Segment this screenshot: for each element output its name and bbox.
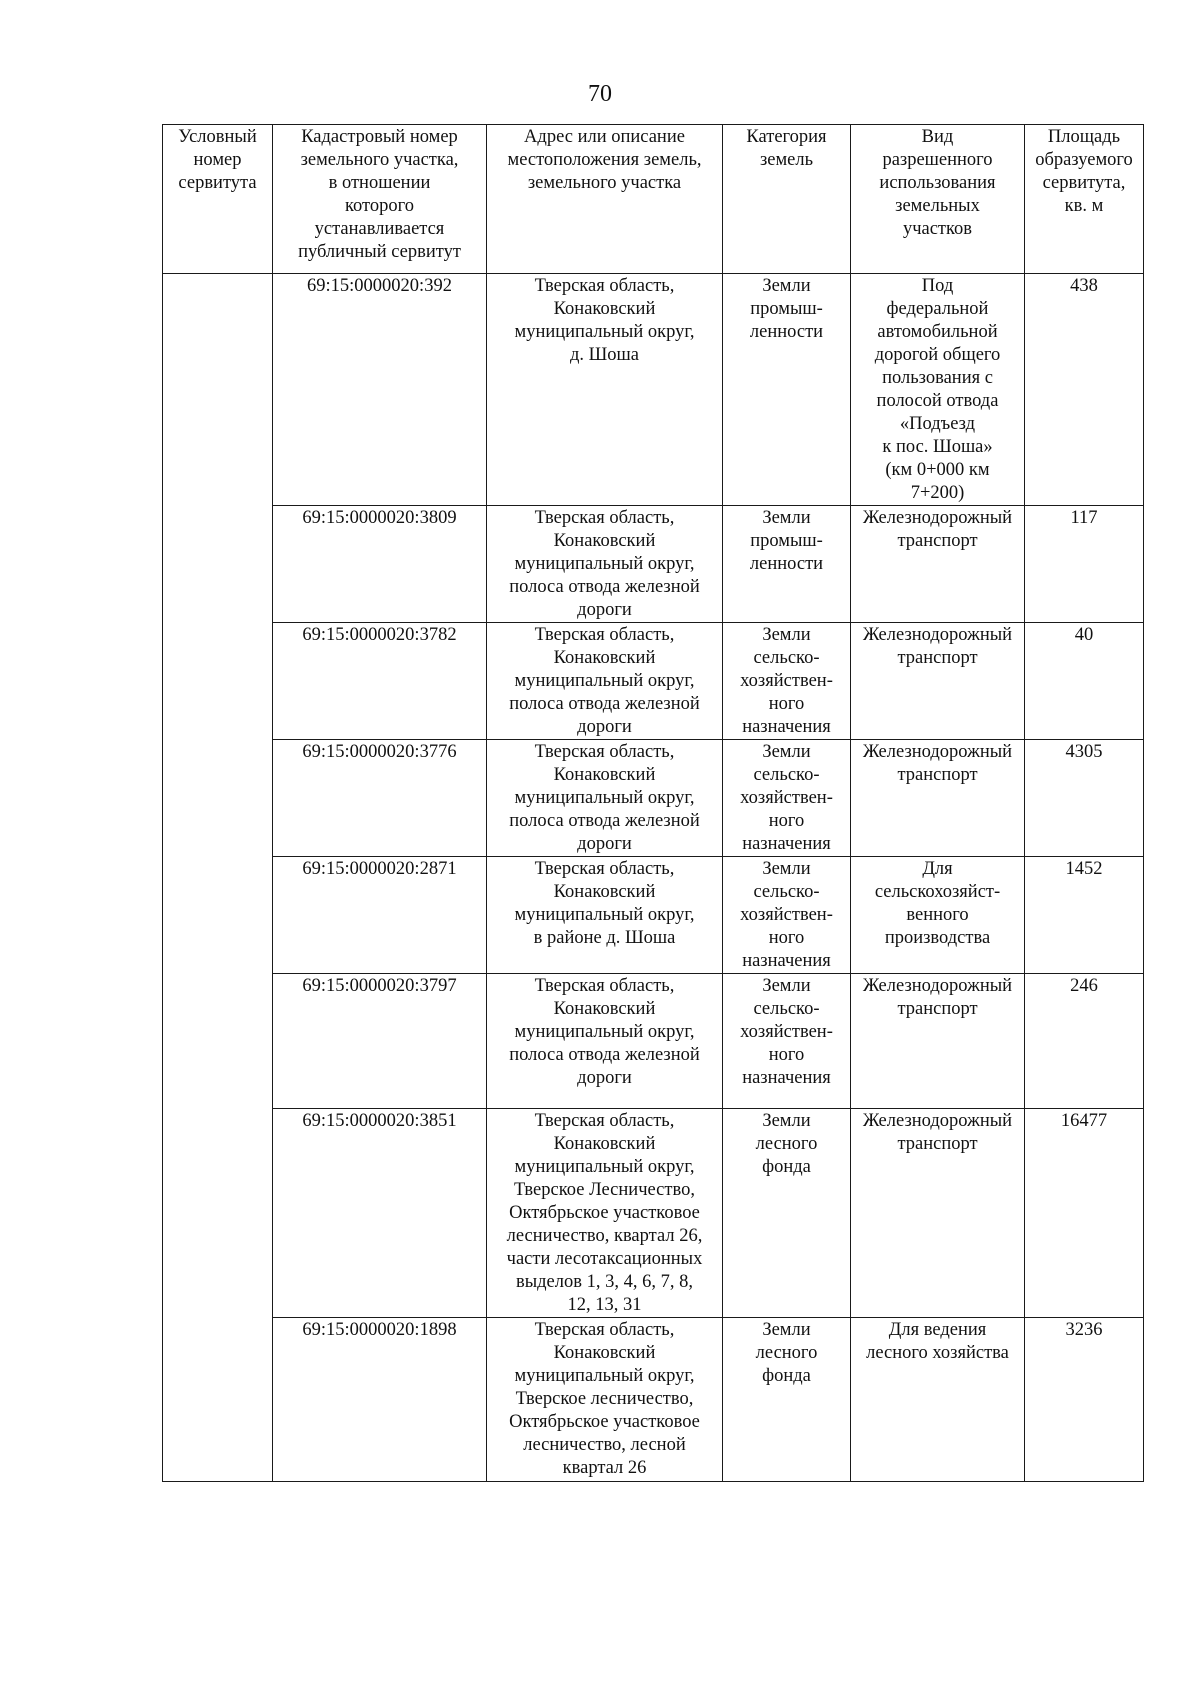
- header-conditional-number: Условный номер сервитута: [163, 125, 273, 274]
- address-cell: Тверская область, Конаковский муниципальный округ, Тверское лесничество, Октябрьское участковое лесничество, лесной квартал 26: [487, 1318, 723, 1482]
- cadastral-number-cell: 69:15:0000020:3782: [273, 623, 487, 740]
- address-cell: Тверская область, Конаковский муниципальный округ, полоса отвода железной дороги: [487, 623, 723, 740]
- header-land-category: Категория земель: [723, 125, 851, 274]
- table-row: [163, 1318, 1144, 1482]
- land-category-cell: Земли лесного фонда: [723, 1109, 851, 1318]
- cadastral-number-cell: 69:15:0000020:2871: [273, 857, 487, 974]
- table-row: [163, 740, 1144, 857]
- cadastral-number-cell: 69:15:0000020:3797: [273, 974, 487, 1109]
- area-cell: 40: [1025, 623, 1144, 740]
- land-category-cell: Земли сельско- хозяйствен- ного назначения: [723, 857, 851, 974]
- table-row: [163, 623, 1144, 740]
- land-category-cell: Земли сельско- хозяйствен- ного назначения: [723, 740, 851, 857]
- cadastral-number-cell: 69:15:0000020:3809: [273, 506, 487, 623]
- area-cell: 3236: [1025, 1318, 1144, 1482]
- header-cadastral-number: Кадастровый номер земельного участка, в отношении которого устанавливается публичный сервитут: [273, 125, 487, 274]
- cadastral-number-cell: 69:15:0000020:392: [273, 274, 487, 506]
- address-cell: Тверская область, Конаковский муниципальный округ, Тверское Лесничество, Октябрьское участковое лесничество, квартал 26, части лесотаксационных выделов 1, 3, 4, 6, 7, 8, 12, 13, 31: [487, 1109, 723, 1318]
- permitted-use-cell: Для сельскохозяйст- венного производства: [851, 857, 1025, 974]
- land-category-cell: Земли промыш- ленности: [723, 506, 851, 623]
- area-cell: 246: [1025, 974, 1144, 1109]
- permitted-use-cell: Для ведения лесного хозяйства: [851, 1318, 1025, 1482]
- land-category-cell: Земли сельско- хозяйствен- ного назначения: [723, 974, 851, 1109]
- permitted-use-cell: Железнодорожный транспорт: [851, 506, 1025, 623]
- servitude-table: [162, 124, 1144, 1482]
- cadastral-number-cell: 69:15:0000020:3776: [273, 740, 487, 857]
- page-number: 70: [588, 81, 612, 107]
- table-row: [163, 857, 1144, 974]
- area-cell: 16477: [1025, 1109, 1144, 1318]
- area-cell: 438: [1025, 274, 1144, 506]
- address-cell: Тверская область, Конаковский муниципальный округ, д. Шоша: [487, 274, 723, 506]
- area-cell: 4305: [1025, 740, 1144, 857]
- land-category-cell: Земли сельско- хозяйствен- ного назначения: [723, 623, 851, 740]
- permitted-use-cell: Железнодорожный транспорт: [851, 623, 1025, 740]
- permitted-use-cell: Железнодорожный транспорт: [851, 974, 1025, 1109]
- address-cell: Тверская область, Конаковский муниципальный округ, полоса отвода железной дороги: [487, 974, 723, 1109]
- land-category-cell: Земли лесного фонда: [723, 1318, 851, 1482]
- land-category-cell: Земли промыш- ленности: [723, 274, 851, 506]
- area-cell: 117: [1025, 506, 1144, 623]
- table-row: [163, 274, 1144, 506]
- address-cell: Тверская область, Конаковский муниципальный округ, полоса отвода железной дороги: [487, 506, 723, 623]
- address-cell: Тверская область, Конаковский муниципальный округ, полоса отвода железной дороги: [487, 740, 723, 857]
- area-cell: 1452: [1025, 857, 1144, 974]
- header-servitude-area: Площадь образуемого сервитута, кв. м: [1025, 125, 1144, 274]
- header-address: Адрес или описание местоположения земель, земельного участка: [487, 125, 723, 274]
- permitted-use-cell: Железнодорожный транспорт: [851, 1109, 1025, 1318]
- table-header-row: [163, 125, 1144, 274]
- conditional-number-cell: [163, 274, 273, 1482]
- permitted-use-cell: Под федеральной автомобильной дорогой общего пользования с полосой отвода «Подъезд к пос. Шоша» (км 0+000 км 7+200): [851, 274, 1025, 506]
- table-row: [163, 506, 1144, 623]
- address-cell: Тверская область, Конаковский муниципальный округ, в районе д. Шоша: [487, 857, 723, 974]
- cadastral-number-cell: 69:15:0000020:3851: [273, 1109, 487, 1318]
- cadastral-number-cell: 69:15:0000020:1898: [273, 1318, 487, 1482]
- table-row: [163, 974, 1144, 1109]
- header-permitted-use: Вид разрешенного использования земельных участков: [851, 125, 1025, 274]
- permitted-use-cell: Железнодорожный транспорт: [851, 740, 1025, 857]
- table-row: [163, 1109, 1144, 1318]
